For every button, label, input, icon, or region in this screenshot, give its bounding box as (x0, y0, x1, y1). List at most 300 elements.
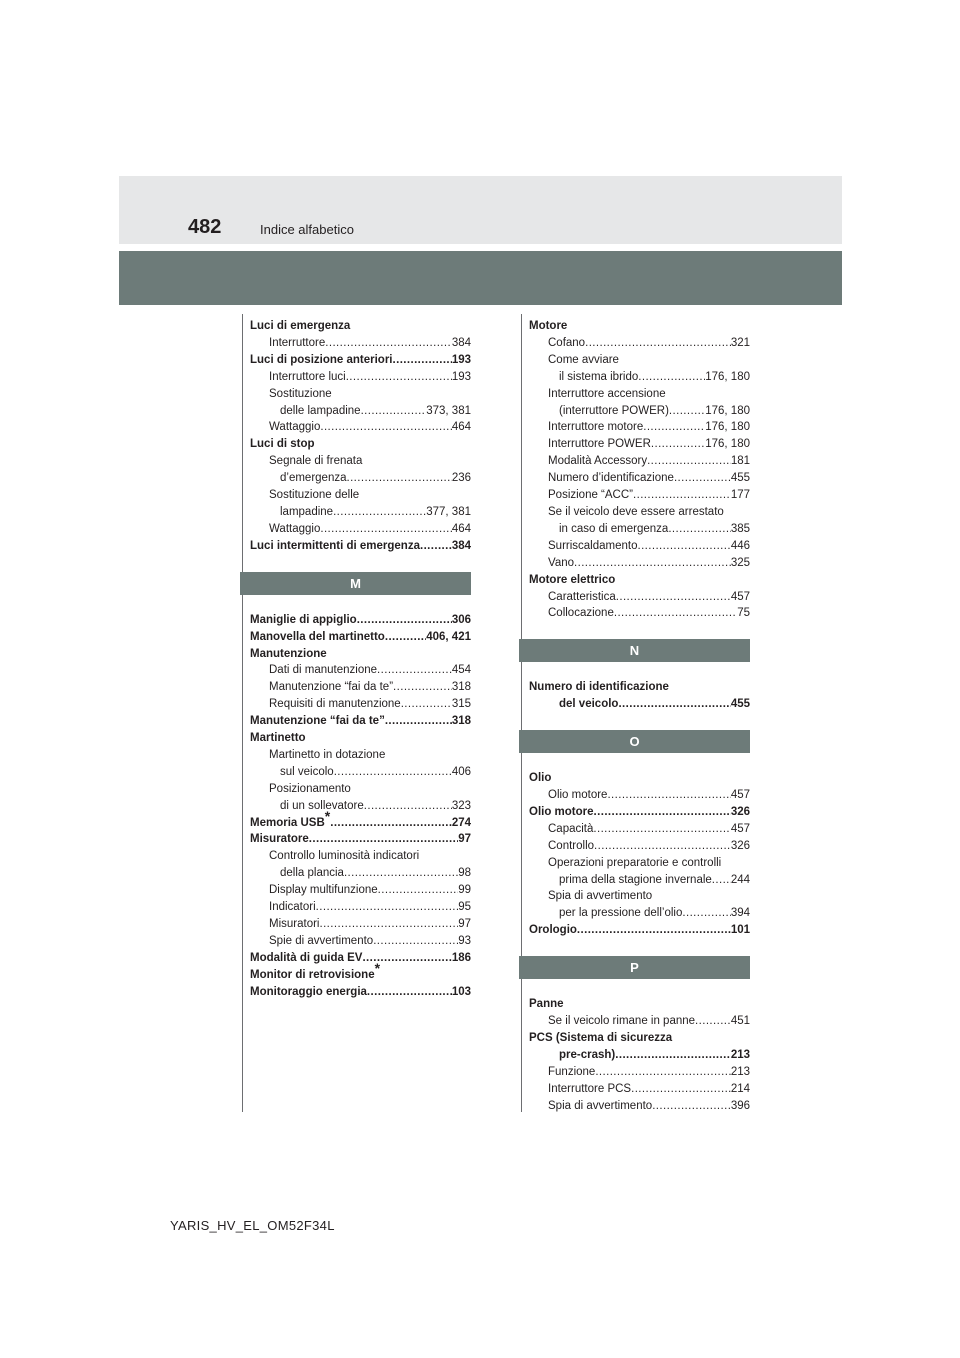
letter-heading-o: O (519, 730, 750, 753)
entry-term-text: Spia di avvertimento (548, 890, 653, 903)
index-entry (240, 453, 471, 470)
entry-term (548, 855, 721, 872)
entry-term (269, 696, 401, 713)
page-reference: 97 (458, 833, 471, 846)
dot-leader (377, 662, 452, 679)
page-reference: 101 (730, 924, 750, 937)
dot-leader (373, 933, 458, 950)
page-reference: 93 (458, 934, 471, 947)
entry-term-text: Manutenzione “fai da te” (250, 715, 385, 728)
dot-leader (367, 984, 452, 1001)
page-reference: 384 (451, 336, 471, 349)
entry-term (250, 318, 350, 335)
entry-term (548, 589, 616, 606)
entry-term-text: in caso di emergenza (559, 522, 669, 535)
index-entry (519, 521, 750, 538)
entry-term (280, 798, 364, 815)
spacer (519, 713, 750, 730)
dot-leader (618, 696, 730, 713)
dot-leader (638, 369, 705, 386)
entry-term-text: Interruttore motore (548, 421, 644, 434)
page-reference: 321 (730, 336, 750, 349)
index-entry (240, 679, 471, 696)
entry-term (280, 865, 344, 882)
dot-leader (643, 419, 705, 436)
index-entry (519, 386, 750, 403)
entry-term (529, 804, 594, 821)
entry-term-text: Numero di identificazione (529, 681, 669, 694)
index-entry (240, 696, 471, 713)
dot-leader (712, 872, 731, 889)
page-reference: 193 (451, 353, 471, 366)
page-reference: 176, 180 (705, 438, 750, 451)
entry-term (250, 807, 331, 832)
page-reference: 274 (451, 816, 471, 829)
entry-term (250, 713, 385, 730)
spacer (240, 555, 471, 572)
entry-term-text: Controllo (548, 839, 595, 852)
entry-term-text: delle lampadine (280, 404, 361, 417)
dot-leader (633, 487, 731, 504)
index-entry (240, 403, 471, 420)
index-entry (519, 821, 750, 838)
entry-term-text: Dati di manutenzione (269, 664, 378, 677)
page-reference: 318 (451, 715, 471, 728)
entry-term (548, 538, 637, 555)
index-entry (519, 855, 750, 872)
entry-term (529, 679, 669, 696)
entry-term-text: Requisiti di manutenzione (269, 698, 401, 711)
page-reference: 103 (451, 985, 471, 998)
entry-term (548, 1064, 595, 1081)
dot-leader (334, 764, 452, 781)
dot-leader (637, 538, 730, 555)
entry-term (529, 770, 551, 787)
page-reference: 323 (451, 799, 471, 812)
entry-term-text: Misuratori (269, 918, 320, 930)
page-reference: 176, 180 (705, 404, 750, 417)
index-entry (240, 807, 471, 832)
page-reference: 181 (730, 455, 750, 468)
entry-term (548, 436, 651, 453)
entry-term (250, 436, 315, 453)
index-entry (240, 882, 471, 899)
letter-heading-p: P (519, 956, 750, 979)
entry-term (250, 831, 309, 848)
entry-term (280, 764, 334, 781)
entry-term (250, 352, 393, 369)
page-reference: 318 (451, 681, 471, 694)
index-entry (519, 369, 750, 386)
entry-term-text: Se il veicolo rimane in panne (548, 1015, 696, 1028)
entry-term (269, 933, 373, 950)
entry-term-text: Manutenzione (250, 647, 327, 660)
index-entry (519, 487, 750, 504)
entry-term-text: Modalità di guida EV (250, 951, 363, 964)
entry-term (548, 470, 674, 487)
entry-term-text: Spia di avvertimento (548, 1099, 653, 1112)
dot-leader (647, 453, 731, 470)
index-entry (519, 1081, 750, 1098)
entry-term (559, 872, 712, 889)
entry-term-text: Posizionamento (269, 782, 351, 795)
entry-term (269, 848, 419, 865)
index-entry (519, 352, 750, 369)
entry-term-text: Surriscaldamento (548, 539, 638, 552)
dot-leader (585, 335, 731, 352)
index-entry (240, 521, 471, 538)
entry-term-text: Orologio (529, 924, 577, 937)
index-entry (240, 747, 471, 764)
page-reference: 457 (730, 590, 750, 603)
dot-leader (594, 838, 731, 855)
section-title: Indice alfabetico (260, 222, 354, 237)
entry-term (559, 696, 618, 713)
entry-term-text: Monitor di retrovisione (250, 968, 375, 981)
dot-leader (616, 589, 731, 606)
dot-leader (330, 815, 452, 832)
entry-term (548, 487, 633, 504)
index-entry (240, 436, 471, 453)
index-entry (240, 352, 471, 369)
page-reference: 176, 180 (705, 370, 750, 383)
entry-term-text: Indicatori (269, 901, 316, 914)
page-reference: 455 (730, 698, 750, 711)
dot-leader (393, 679, 452, 696)
dot-leader (333, 504, 426, 521)
page-reference: 315 (451, 698, 471, 711)
page-reference: 385 (730, 522, 750, 535)
index-entry (240, 487, 471, 504)
entry-term-text: PCS (Sistema di sicurezza (529, 1032, 673, 1044)
index-entry (240, 419, 471, 436)
entry-term (559, 369, 638, 386)
page-reference: 176, 180 (705, 421, 750, 434)
index-entry (240, 662, 471, 679)
spacer (519, 939, 750, 956)
index-entry (519, 770, 750, 787)
dot-leader (651, 436, 705, 453)
dot-leader (378, 882, 459, 899)
dot-leader (669, 403, 705, 420)
dot-leader (682, 905, 730, 922)
entry-term (548, 504, 724, 521)
dot-leader (614, 605, 737, 622)
entry-term (269, 453, 362, 470)
index-entry (519, 1064, 750, 1081)
index-entry (240, 848, 471, 865)
entry-term-text: Display multifunzione (269, 884, 378, 897)
page-reference: 457 (730, 789, 750, 802)
index-entry (519, 1047, 750, 1064)
entry-term-text: della plancia (280, 867, 344, 880)
entry-term-text: Monitoraggio energia (250, 985, 367, 998)
entry-term (548, 821, 593, 838)
entry-term (548, 555, 574, 572)
entry-term-text: Motore (529, 320, 568, 332)
index-entry (519, 589, 750, 606)
entry-term (269, 899, 316, 916)
entry-term (269, 882, 378, 899)
index-entry (519, 605, 750, 622)
page-reference: 193 (451, 370, 471, 383)
entry-term-text: Segnale di frenata (269, 455, 363, 468)
page-reference: 186 (451, 951, 471, 964)
dot-leader (309, 831, 458, 848)
index-entry (240, 959, 471, 984)
header-bar (119, 251, 842, 305)
index-entry (240, 916, 471, 933)
index-entry (240, 538, 471, 555)
entry-term-text: Martinetto in dotazione (269, 748, 386, 761)
page-reference: 377, 381 (426, 505, 471, 518)
entry-term-text: sul veicolo (280, 765, 334, 778)
index-entry (240, 612, 471, 629)
index-entry (240, 470, 471, 487)
entry-term (250, 984, 367, 1001)
page-reference: 446 (730, 539, 750, 552)
entry-term-text: lampadine (280, 505, 334, 518)
spacer (240, 595, 471, 612)
dot-leader (316, 899, 459, 916)
entry-term-text: del veicolo (559, 698, 619, 711)
index-entry (240, 798, 471, 815)
page-reference: 373, 381 (426, 404, 471, 417)
entry-term-text: Martinetto (250, 732, 306, 745)
dot-leader (344, 865, 458, 882)
page-reference: 213 (730, 1048, 750, 1061)
dot-leader (631, 1081, 731, 1098)
entry-term (269, 369, 346, 386)
entry-term-text: Controllo luminosità indicatori (269, 850, 420, 863)
page-reference: 464 (451, 421, 471, 434)
entry-term-text: Funzione (548, 1065, 596, 1078)
index-entry (519, 872, 750, 889)
entry-term (559, 521, 668, 538)
entry-term-text: Interruttore PCS (548, 1082, 632, 1095)
entry-term-text: Memoria USB (250, 816, 325, 829)
index-entry (519, 696, 750, 713)
entry-term-text: Maniglie di appiglio (250, 613, 357, 626)
page-number: 482 (188, 216, 222, 238)
page-reference: 457 (730, 822, 750, 835)
entry-term (269, 386, 332, 403)
entry-term-text: d’emergenza (280, 472, 347, 485)
page-reference: 451 (730, 1015, 750, 1028)
page-reference: 454 (451, 664, 471, 677)
dot-leader (615, 1047, 731, 1064)
entry-term (250, 646, 327, 663)
index-entry (240, 369, 471, 386)
index-column-right (519, 318, 750, 1115)
page-reference: 97 (458, 918, 471, 930)
entry-term (548, 335, 585, 352)
page-reference: 99 (458, 884, 471, 897)
entry-term-text: Olio (529, 772, 552, 785)
entry-term (269, 916, 319, 933)
dot-leader (319, 916, 458, 933)
entry-term-text: Olio motore (529, 805, 594, 818)
index-column-left (240, 318, 471, 1001)
letter-heading-n: N (519, 639, 750, 662)
page-reference: 326 (730, 839, 750, 852)
dot-leader (652, 1098, 731, 1115)
page-reference: 406, 421 (426, 630, 471, 643)
index-entry (240, 629, 471, 646)
entry-term-text: Panne (529, 998, 564, 1011)
index-entry (240, 865, 471, 882)
index-entry (519, 538, 750, 555)
entry-term (548, 605, 614, 622)
entry-term (269, 662, 377, 679)
entry-term (250, 629, 385, 646)
entry-term (559, 905, 682, 922)
dot-leader (577, 922, 731, 939)
dot-leader (346, 369, 452, 386)
index-entry (519, 453, 750, 470)
entry-term-text: prima della stagione invernale (559, 873, 712, 886)
index-entry (240, 781, 471, 798)
index-entry (240, 933, 471, 950)
dot-leader (595, 1064, 731, 1081)
entry-term-text: Interruttore accensione (548, 387, 666, 400)
dot-leader (574, 555, 731, 572)
entry-term (269, 521, 320, 538)
spacer (519, 622, 750, 639)
footer-model-code: YARIS_HV_EL_OM52F34L (170, 1218, 335, 1233)
index-entry (240, 386, 471, 403)
index-entry (519, 888, 750, 905)
entry-term-text: Luci di stop (250, 438, 315, 451)
footnote-asterisk: * (324, 807, 331, 824)
index-entry (519, 572, 750, 589)
page-reference: 95 (458, 901, 471, 914)
page-reference: 214 (730, 1082, 750, 1095)
page-reference: 394 (730, 907, 750, 920)
dot-leader (320, 419, 451, 436)
entry-term (280, 470, 346, 487)
entry-term-text: Interruttore luci (269, 370, 346, 383)
index-entry (240, 713, 471, 730)
entry-term (548, 386, 666, 403)
entry-term (548, 888, 652, 905)
index-entry (240, 950, 471, 967)
spacer (519, 979, 750, 996)
page-reference: 75 (737, 607, 750, 620)
entry-term (529, 996, 564, 1013)
index-entry (519, 419, 750, 436)
entry-term-text: Motore elettrico (529, 573, 616, 586)
index-entry (519, 318, 750, 335)
dot-leader (320, 521, 451, 538)
page-reference: 406 (451, 765, 471, 778)
entry-term (548, 352, 619, 369)
entry-term-text: Luci di posizione anteriori (250, 353, 393, 366)
entry-term-text: Collocazione (548, 607, 614, 620)
dot-leader (325, 335, 452, 352)
index-entry (240, 984, 471, 1001)
entry-term (280, 504, 333, 521)
spacer (519, 753, 750, 770)
index-entry (519, 804, 750, 821)
page-reference: 384 (451, 539, 471, 552)
entry-term (250, 730, 306, 747)
letter-heading-m: M (240, 572, 471, 595)
dot-leader (401, 696, 452, 713)
entry-term (548, 1081, 631, 1098)
index-entry (519, 555, 750, 572)
entry-term (548, 1013, 695, 1030)
entry-term-text: Posizione “ACC” (548, 489, 633, 502)
entry-term-text: Wattaggio (269, 421, 321, 434)
entry-term (548, 1098, 652, 1115)
spacer (519, 662, 750, 679)
entry-term (548, 453, 647, 470)
dot-leader (593, 821, 730, 838)
index-entry (240, 899, 471, 916)
entry-term-text: pre-crash) (559, 1048, 616, 1061)
index-entry (519, 436, 750, 453)
footnote-asterisk: * (374, 959, 381, 976)
index-entry (240, 646, 471, 663)
dot-leader (357, 612, 452, 629)
dot-leader (385, 629, 426, 646)
entry-term-text: Vano (548, 556, 575, 569)
entry-term-text: Olio motore (548, 789, 608, 802)
index-entry (519, 838, 750, 855)
entry-term (529, 572, 615, 589)
index-entry (240, 730, 471, 747)
page-reference: 244 (730, 873, 750, 886)
page-reference: 396 (730, 1099, 750, 1112)
dot-leader (361, 403, 427, 420)
index-entry (240, 831, 471, 848)
index-entry (519, 905, 750, 922)
entry-term (250, 950, 362, 967)
dot-leader (364, 798, 452, 815)
entry-term (529, 1030, 672, 1047)
entry-term (250, 959, 381, 984)
entry-term (269, 747, 385, 764)
page-reference: 455 (730, 472, 750, 485)
entry-term-text: Caratteristica (548, 590, 616, 603)
entry-term-text: (interruttore POWER) (559, 404, 669, 417)
entry-term-text: Capacità (548, 822, 594, 835)
entry-term (559, 1047, 615, 1064)
entry-term (269, 335, 325, 352)
index-entry (519, 335, 750, 352)
page-reference: 98 (458, 867, 471, 880)
dot-leader (393, 352, 452, 369)
index-entry (519, 1098, 750, 1115)
index-entry (519, 996, 750, 1013)
entry-term (250, 612, 357, 629)
entry-term-text: Operazioni preparatorie e controlli (548, 856, 722, 869)
entry-term-text: Interruttore POWER (548, 438, 651, 451)
index-entry (519, 403, 750, 420)
entry-term (529, 922, 577, 939)
entry-term-text: Modalità Accessory (548, 455, 648, 468)
entry-term-text: il sistema ibrido (559, 370, 639, 383)
index-entry (240, 318, 471, 335)
index-entry (519, 470, 750, 487)
entry-term-text: Sostituzione delle (269, 489, 360, 502)
entry-term-text: per la pressione dell’olio (559, 907, 683, 920)
dot-leader (594, 804, 731, 821)
entry-term (548, 787, 607, 804)
dot-leader (420, 538, 452, 555)
entry-term (269, 679, 393, 696)
